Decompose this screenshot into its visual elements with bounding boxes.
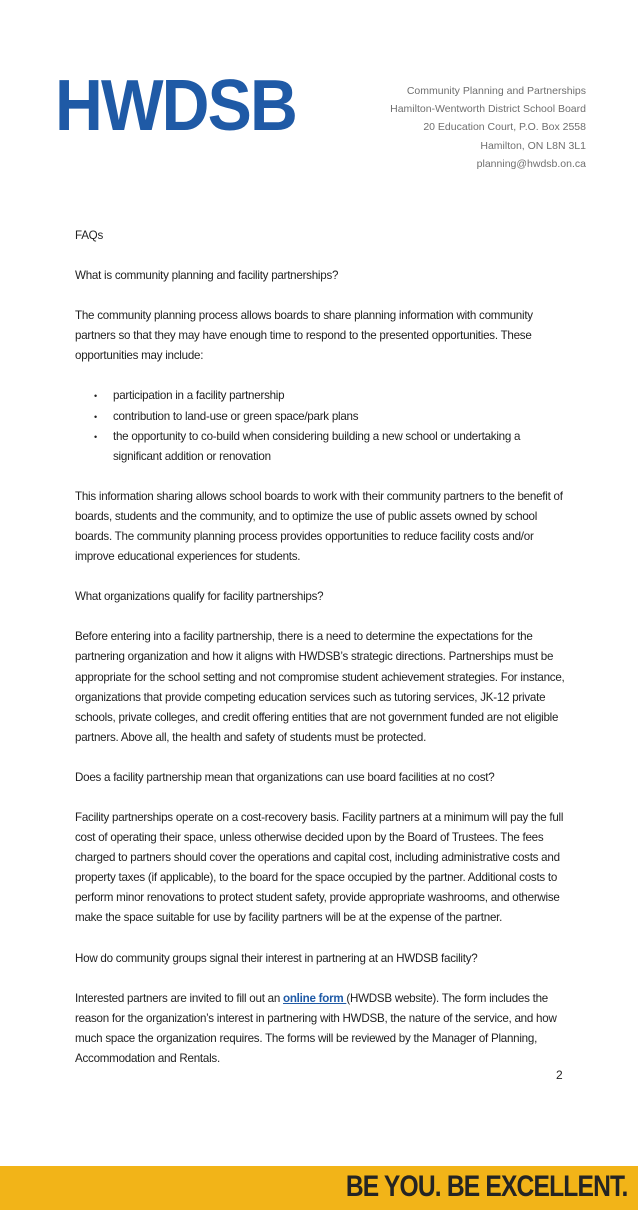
address-line-city: Hamilton, ON L8N 3L1	[480, 139, 586, 152]
answer-qualifying-organizations: Before entering into a facility partnership, there is a need to determine the expectations for the partnering organization and how it aligns with HWDSB’s strategic directions. Partnerships must be appropriate for the school setting and not compromise student achievement strategies. For instance, organizations that provide competing education services such as tutoring services, JK-12 private schools, private colleges, and credit offering entities that are not government funded are not eligible partners. Above all, the health and safety of students must be protected.	[75, 630, 565, 744]
question-facility-cost: Does a facility partnership mean that organizations can use board facilities at no cost?	[75, 770, 495, 784]
address-line-street: 20 Education Court, P.O. Box 2558	[423, 121, 586, 134]
question-qualifying-organizations: What organizations qualify for facility partnerships?	[75, 590, 324, 604]
list-item: • participation in a facility partnership	[113, 386, 570, 406]
list-item: • the opportunity to co-build when considering building a new school or undertaking a significant addition or renovation	[113, 427, 570, 467]
hwdsb-logo: HWDSB	[55, 66, 297, 146]
opportunities-list	[75, 386, 570, 466]
answer-text-after-link: (HWDSB website). The form includes the reason for the organization’s interest in partnering with HWDSB, the nature of the service, and how much space the organization requires. The forms will be reviewed by the Manager of Planning, Accommodation and Rentals.	[75, 991, 557, 1065]
address-line-email: planning@hwdsb.on.ca	[476, 157, 586, 170]
address-line-department: Community Planning and Partnerships	[406, 85, 586, 97]
list-item: • contribution to land-use or green space/park plans	[113, 407, 570, 427]
page-number: 2	[556, 1068, 563, 1082]
question-community-planning: What is community planning and facility partnerships?	[75, 269, 339, 283]
answer-information-sharing: This information sharing allows school boards to work with their community partners to the benefit of boards, students and the community, and to optimize the use of public assets owned by school boards. The community planning process provides opportunities to reduce facility costs and/or improve educational experiences for students.	[75, 489, 563, 564]
answer-text-before-link: Interested partners are invited to fill out an	[75, 991, 284, 1005]
answer-facility-cost: Facility partnerships operate on a cost-recovery basis. Facility partners at a minimum will pay the full cost of operating their space, unless otherwise decided upon by the Board of Trustees. The fees charged to partners should cover the operations and capital cost, including administrative costs and property taxes (if applicable), to the board for the space occupied by the partner. Additional costs to perform minor renovations to protect student safety, provide appropriate washrooms, and otherwise make the space suitable for use by facility partners will be at the expense of the partner.	[75, 810, 564, 925]
online-form-link[interactable]: online form	[283, 991, 347, 1005]
footer-slogan: BE YOU. BE EXCELLENT.	[346, 1170, 628, 1203]
answer-signal-interest	[75, 989, 570, 1069]
answer-community-planning: The community planning process allows boards to share planning information with community partners so that they may have enough time to respond to the presented opportunities. These opportunities may include:	[75, 309, 533, 363]
faq-content	[75, 226, 570, 1089]
contact-address	[390, 82, 586, 173]
address-line-board: Hamilton-Wentworth District School Board	[390, 103, 586, 116]
faqs-heading: FAQs	[75, 229, 103, 242]
question-signal-interest: How do community groups signal their interest in partnering at an HWDSB facility?	[75, 951, 478, 965]
